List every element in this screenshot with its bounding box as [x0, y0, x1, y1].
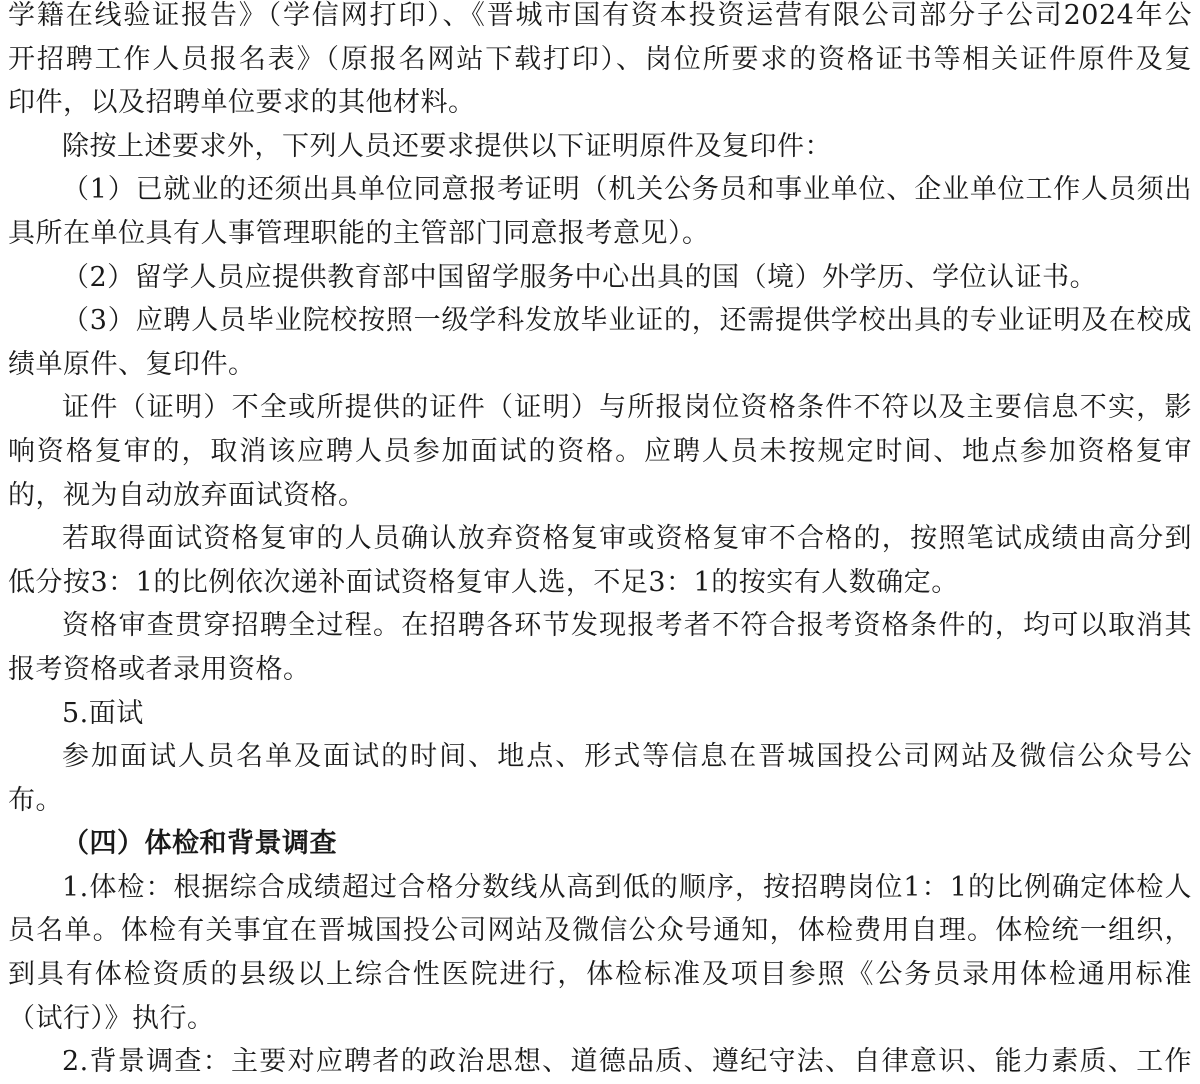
text-line-2: 开招聘工作人员报名表》（原报名网站下载打印）、岗位所要求的资格证书等相关证件原件及复 [8, 43, 1192, 75]
text-line-5: （1）已就业的还须出具单位同意报考证明（机关公务员和事业单位、企业单位工作人员须出 [62, 174, 1192, 206]
text-line-15: 资格审查贯穿招聘全过程。在招聘各环节发现报考者不符合报考资格条件的，均可以取消其 [62, 610, 1192, 642]
text-line-13: 若取得面试资格复审的人员确认放弃资格复审或资格复审不合格的，按照笔试成绩由高分到 [62, 523, 1192, 555]
text-line-6: 具所在单位具有人事管理职能的主管部门同意报考意见）。 [8, 217, 710, 249]
text-line-22: 员名单。体检有关事宜在晋城国投公司网站及微信公众号通知，体检费用自理。体检统一组织， [8, 915, 1192, 947]
text-line-8: （3）应聘人员毕业院校按照一级学科发放毕业证的，还需提供学校出具的专业证明及在校成 [62, 305, 1192, 337]
text-line-1: 学籍在线验证报告》（学信网打印）、《晋城市国有资本投资运营有限公司部分子公司2024年公 [8, 0, 1192, 31]
text-line-25: 2.背景调查：主要对应聘者的政治思想、道德品质、遵纪守法、自律意识、能力素质、工作 [62, 1046, 1192, 1078]
section-heading-interview: 5.面试 [62, 697, 144, 729]
text-line-23: 到具有体检资质的县级以上综合性医院进行，体检标准及项目参照《公务员录用体检通用标准 [8, 959, 1192, 991]
text-line-7: （2）留学人员应提供教育部中国留学服务中心出具的国（境）外学历、学位认证书。 [62, 261, 1098, 293]
document-body [8, 0, 1192, 1084]
section-heading-medical-background: （四）体检和背景调查 [62, 828, 337, 860]
text-line-24: （试行）》执行。 [8, 1002, 215, 1034]
text-line-12: 的，视为自动放弃面试资格。 [8, 479, 366, 511]
text-line-9: 绩单原件、复印件。 [8, 348, 256, 380]
text-line-3: 印件，以及招聘单位要求的其他材料。 [8, 87, 476, 119]
text-line-19: 布。 [8, 784, 63, 816]
text-line-11: 响资格复审的，取消该应聘人员参加面试的资格。应聘人员未按规定时间、地点参加资格复审 [8, 435, 1192, 467]
text-line-4: 除按上述要求外，下列人员还要求提供以下证明原件及复印件： [62, 130, 832, 162]
text-line-10: 证件（证明）不全或所提供的证件（证明）与所报岗位资格条件不符以及主要信息不实，影 [62, 392, 1192, 424]
text-line-21: 1.体检：根据综合成绩超过合格分数线从高到低的顺序，按招聘岗位1：1的比例确定体检人 [62, 871, 1192, 903]
text-line-16: 报考资格或者录用资格。 [8, 653, 311, 685]
text-line-18: 参加面试人员名单及面试的时间、地点、形式等信息在晋城国投公司网站及微信公众号公 [62, 741, 1192, 773]
text-line-14: 低分按3：1的比例依次递补面试资格复审人选，不足3：1的按实有人数确定。 [8, 566, 959, 598]
